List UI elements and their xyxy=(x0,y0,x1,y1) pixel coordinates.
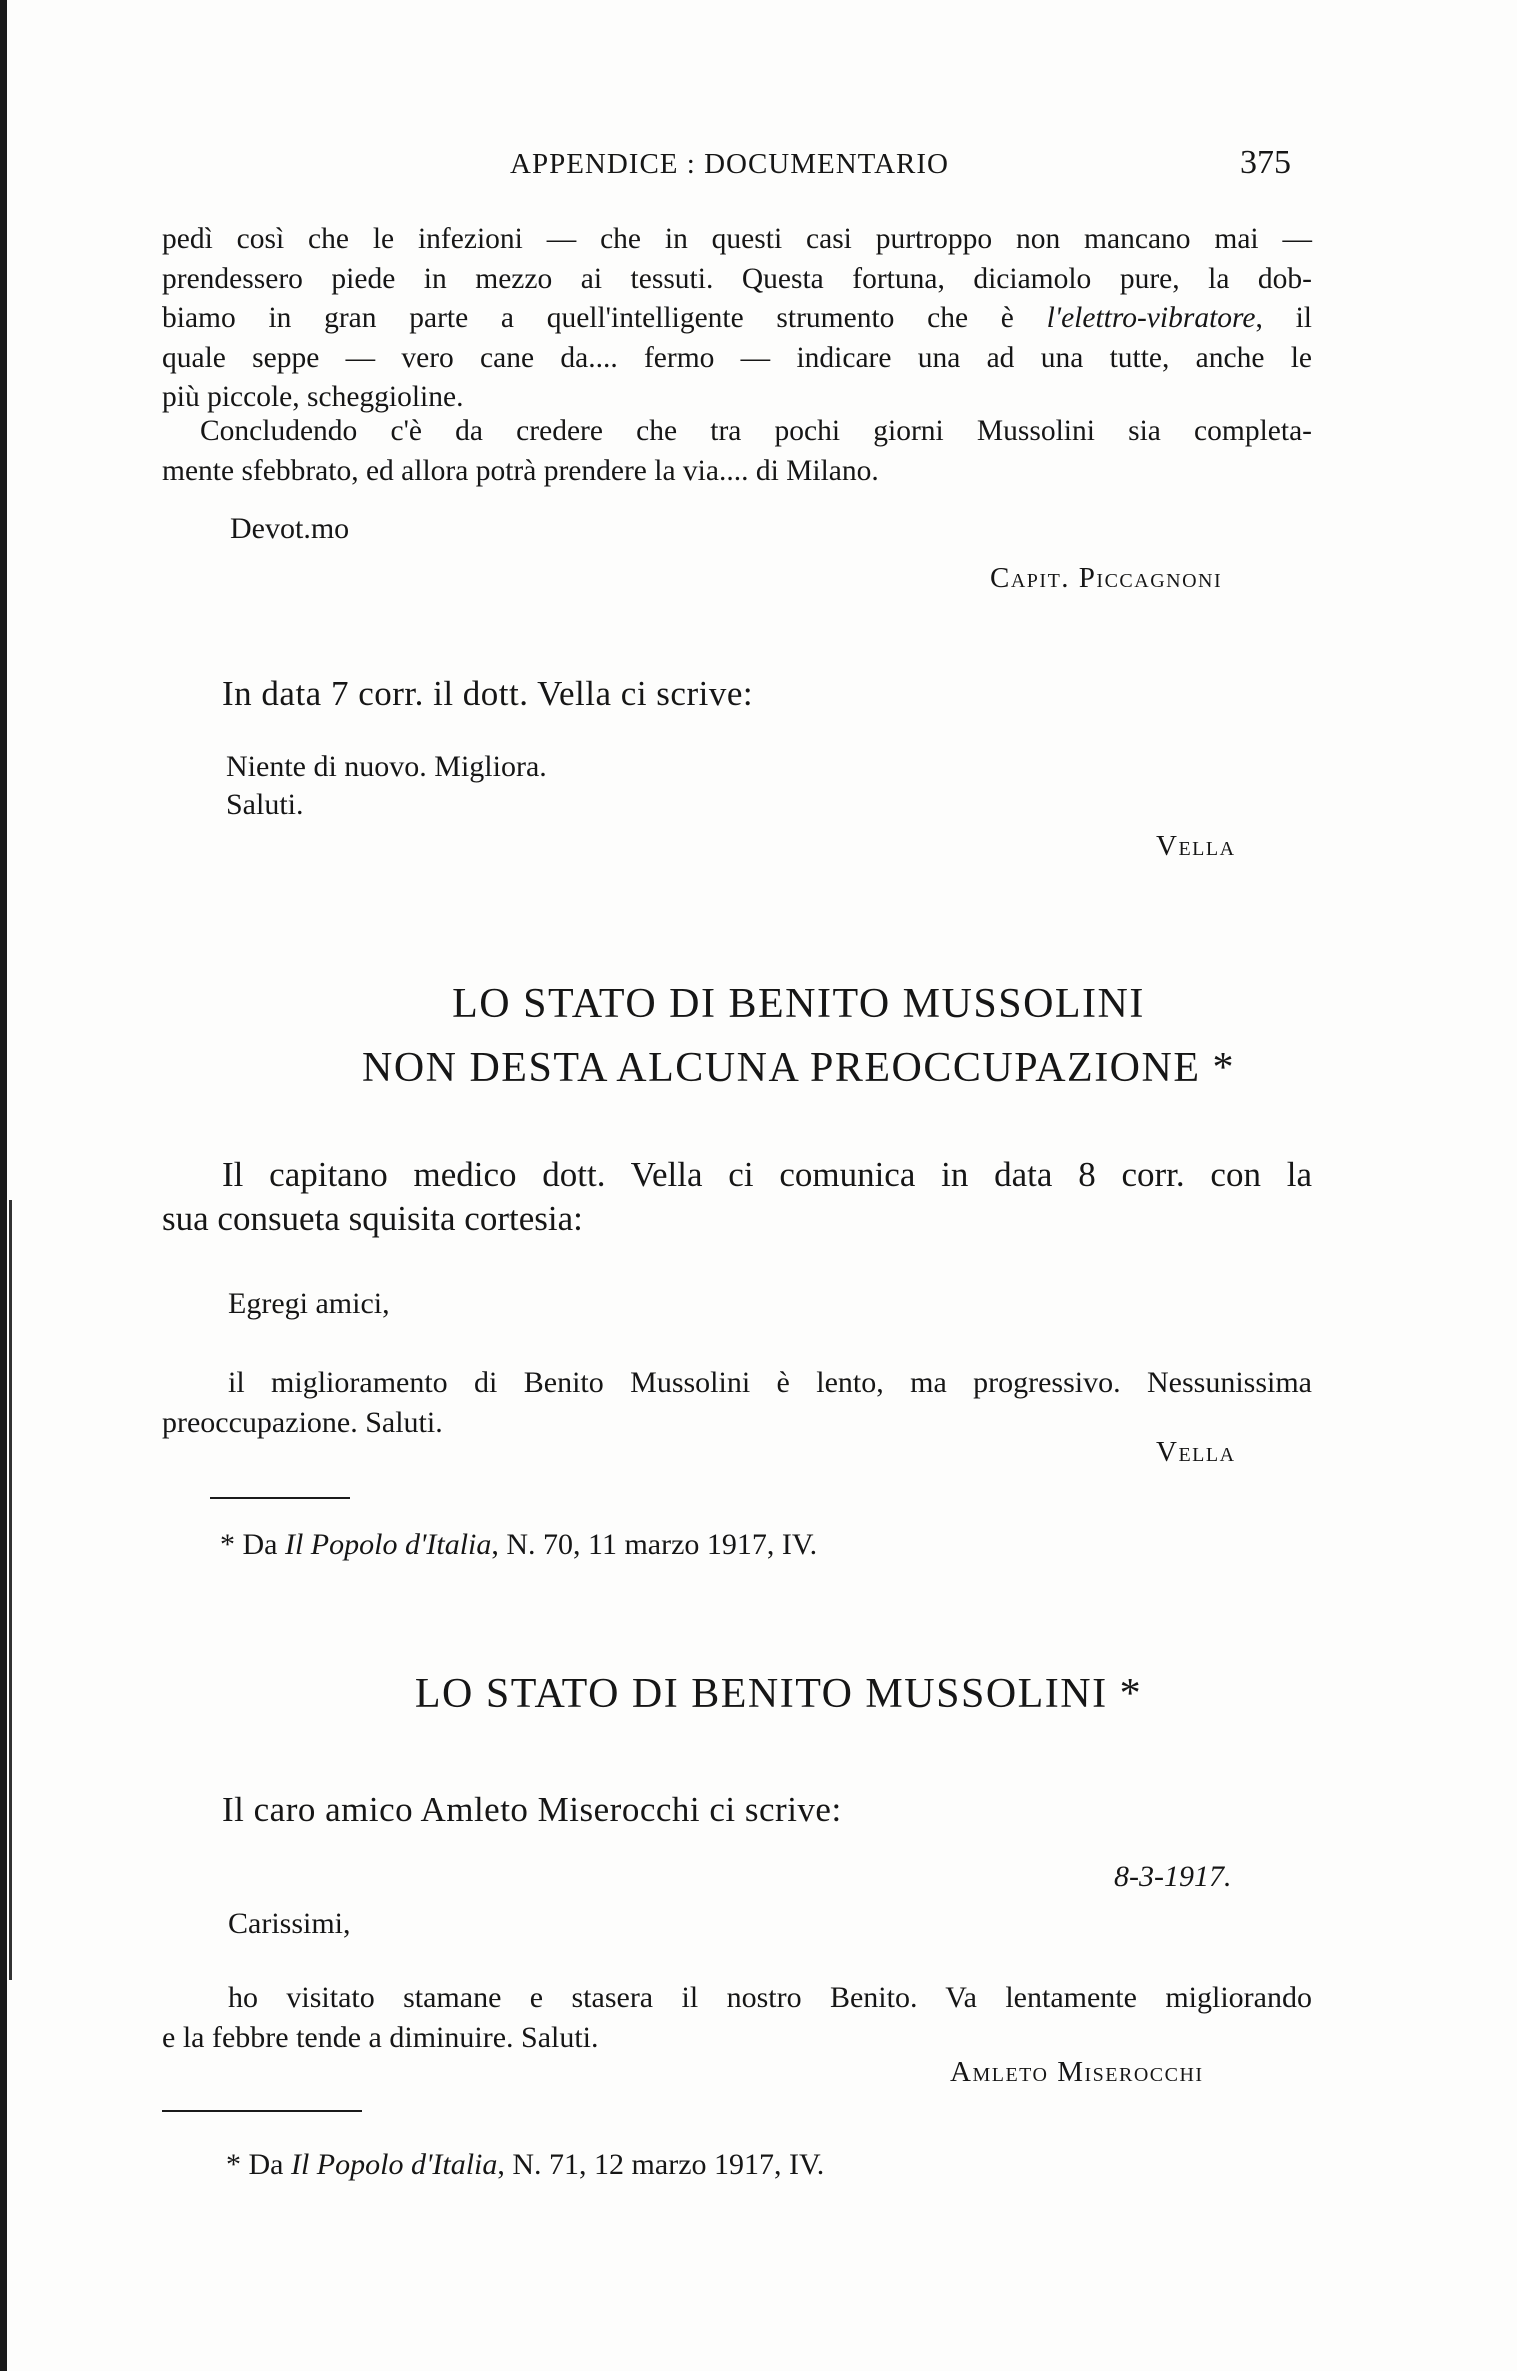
section-1-footnote xyxy=(220,1528,817,1562)
section-1-intro xyxy=(162,1153,1312,1241)
section-2-title: LO STATO DI BENITO MUSSOLINI * xyxy=(414,1671,1143,1717)
footnote-prefix: * Da xyxy=(220,1528,285,1561)
text-line: più piccole, scheggioline. xyxy=(162,381,464,413)
italic-term: l'elettro-vibratore xyxy=(1046,302,1256,334)
section-2-salutation: Carissimi, xyxy=(228,1907,351,1940)
section-2-signature xyxy=(950,2056,1204,2089)
signature-text: Vella xyxy=(1156,1436,1236,1468)
footnote-divider xyxy=(162,2110,362,2112)
text-line: sua consueta squisita cortesia: xyxy=(162,1199,583,1238)
page-binding-edge xyxy=(0,0,7,2371)
section-2-date: 8-3-1917. xyxy=(1114,1860,1232,1893)
text-line: prendessero piede in mezzo ai tessuti. Questa fortuna, diciamolo pure, la dob- xyxy=(162,262,1312,295)
letter-1-paragraph-1 xyxy=(162,220,1312,418)
section-1-title-line-1: LO STATO DI BENITO MUSSOLINI xyxy=(452,981,1145,1027)
text-segment: biamo in gran parte a quell'intelligente strumento che è xyxy=(162,302,1047,334)
text-line: quale seppe — vero cane da.... fermo — indicare una ad una tutte, anche le xyxy=(162,341,1312,374)
section-1-signature xyxy=(1156,1436,1236,1469)
text-line: preoccupazione. Saluti. xyxy=(162,1406,443,1439)
text-line: mente sfebbrato, ed allora potrà prendere la via.... di Milano. xyxy=(162,454,879,487)
text-line: Concludendo c'è da credere che tra pochi giorni Mussolini sia completa- xyxy=(200,415,1312,447)
text-line: Il capitano medico dott. Vella ci comunica in data 8 corr. con la xyxy=(222,1155,1312,1194)
signature-text: Vella xyxy=(1156,830,1236,862)
text-segment: , il xyxy=(1255,302,1312,334)
text-line: il miglioramento di Benito Mussolini è lento, ma progressivo. Nessunissima xyxy=(228,1366,1312,1399)
letter-2-body-line: Niente di nuovo. Migliora. xyxy=(226,750,547,783)
text-line: pedì così che le infezioni — che in questi casi purtroppo non mancano mai — xyxy=(162,223,1312,255)
section-2-intro: Il caro amico Amleto Miserocchi ci scrive: xyxy=(222,1790,842,1829)
signature-text: Capit. Piccagnoni xyxy=(990,562,1223,594)
footnote-divider xyxy=(210,1497,350,1499)
page-binding-shadow xyxy=(9,1200,12,1980)
letter-2-lead: In data 7 corr. il dott. Vella ci scrive: xyxy=(222,674,754,713)
page-number: 375 xyxy=(1240,144,1291,181)
footnote-suffix: , N. 71, 12 marzo 1917, IV. xyxy=(497,2148,825,2181)
letter-2-signature xyxy=(1156,830,1236,863)
section-1-title-line-2: NON DESTA ALCUNA PREOCCUPAZIONE * xyxy=(361,1045,1235,1091)
text-line xyxy=(162,299,1312,339)
text-line: ho visitato stamane e stasera il nostro Benito. Va lentamente migliorando xyxy=(228,1981,1312,2014)
letter-1-closing: Devot.mo xyxy=(230,512,350,545)
running-head: APPENDICE : DOCUMENTARIO xyxy=(510,148,949,180)
section-1-salutation: Egregi amici, xyxy=(228,1287,390,1320)
letter-1-signature xyxy=(990,562,1222,595)
footnote-source: Il Popolo d'Italia xyxy=(284,1528,492,1561)
section-2-body xyxy=(162,1978,1312,2058)
letter-2-body-line: Saluti. xyxy=(226,788,304,821)
text-line: e la febbre tende a diminuire. Saluti. xyxy=(162,2021,599,2054)
section-2-footnote xyxy=(226,2148,824,2182)
letter-1-paragraph-2 xyxy=(162,412,1312,491)
section-1-body xyxy=(162,1363,1312,1443)
footnote-prefix: * Da xyxy=(226,2148,291,2181)
footnote-suffix: , N. 70, 11 marzo 1917, IV. xyxy=(491,1528,818,1561)
footnote-source: Il Popolo d'Italia xyxy=(290,2148,498,2181)
signature-text: Amleto Miserocchi xyxy=(950,2056,1204,2088)
